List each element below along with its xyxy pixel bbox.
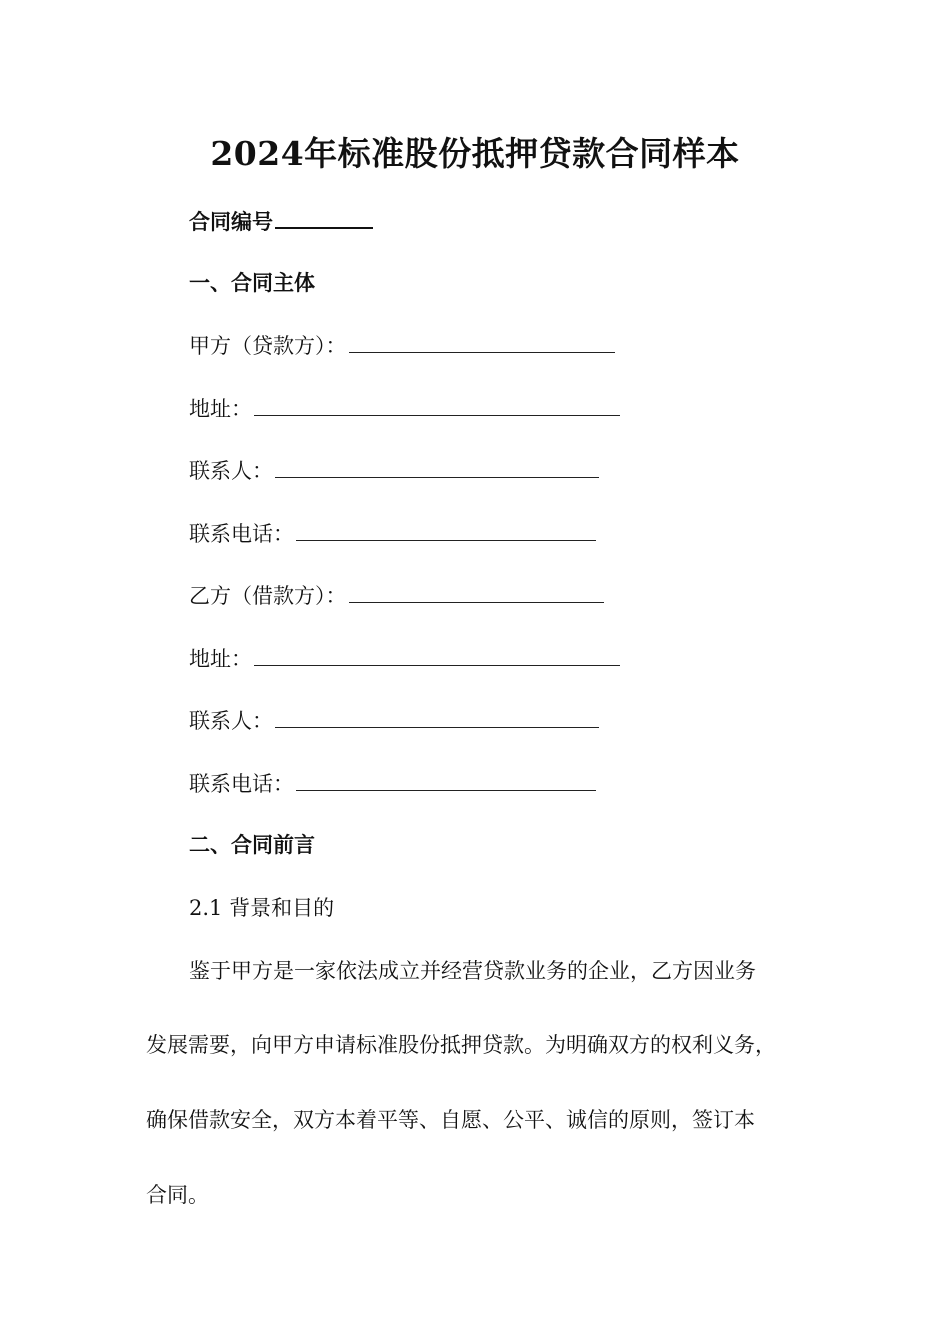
party-b-phone-label: 联系电话： <box>189 772 294 796</box>
party-b-label: 乙方（借款方）： <box>189 584 347 608</box>
party-a-address-label: 地址： <box>189 397 252 421</box>
party-a-address-row <box>189 393 620 424</box>
party-b-phone-blank[interactable] <box>296 768 596 791</box>
preamble-line-3: 确保借款安全，双方本着平等、自愿、公平、诚信的原则，签订本 <box>146 1108 755 1132</box>
contract-number-blank[interactable] <box>275 205 373 229</box>
party-a-phone-row <box>189 518 596 549</box>
party-a-phone-label: 联系电话： <box>189 522 294 546</box>
document-title: 2024年标准股份抵押贷款合同样本 <box>210 134 740 173</box>
party-a-phone-blank[interactable] <box>296 518 596 541</box>
party-b-row <box>189 580 604 611</box>
party-b-contact-blank[interactable] <box>275 705 599 728</box>
party-b-contact-row <box>189 705 599 736</box>
party-b-blank[interactable] <box>349 580 604 603</box>
section1-heading: 一、合同主体 <box>189 271 315 295</box>
contract-number-label: 合同编号 <box>189 210 273 234</box>
party-a-contact-row <box>189 455 599 486</box>
preamble-line-1: 鉴于甲方是一家依法成立并经营贷款业务的企业，乙方因业务 <box>189 959 756 983</box>
party-a-contact-blank[interactable] <box>275 455 599 478</box>
party-a-contact-label: 联系人： <box>189 459 273 483</box>
party-a-row <box>189 330 615 361</box>
subsection-2-1-heading: 2.1 背景和目的 <box>189 896 335 920</box>
party-a-blank[interactable] <box>349 330 615 353</box>
section2-heading: 二、合同前言 <box>189 833 315 857</box>
party-b-contact-label: 联系人： <box>189 709 273 733</box>
party-b-address-label: 地址： <box>189 647 252 671</box>
party-b-address-row <box>189 643 620 674</box>
preamble-line-4: 合同。 <box>146 1183 209 1207</box>
party-b-phone-row <box>189 768 596 799</box>
party-a-label: 甲方（贷款方）： <box>189 334 347 358</box>
party-b-address-blank[interactable] <box>254 643 620 666</box>
contract-number-row <box>189 205 373 237</box>
party-a-address-blank[interactable] <box>254 393 620 416</box>
preamble-line-2: 发展需要，向甲方申请标准股份抵押贷款。为明确双方的权利义务， <box>146 1033 776 1057</box>
